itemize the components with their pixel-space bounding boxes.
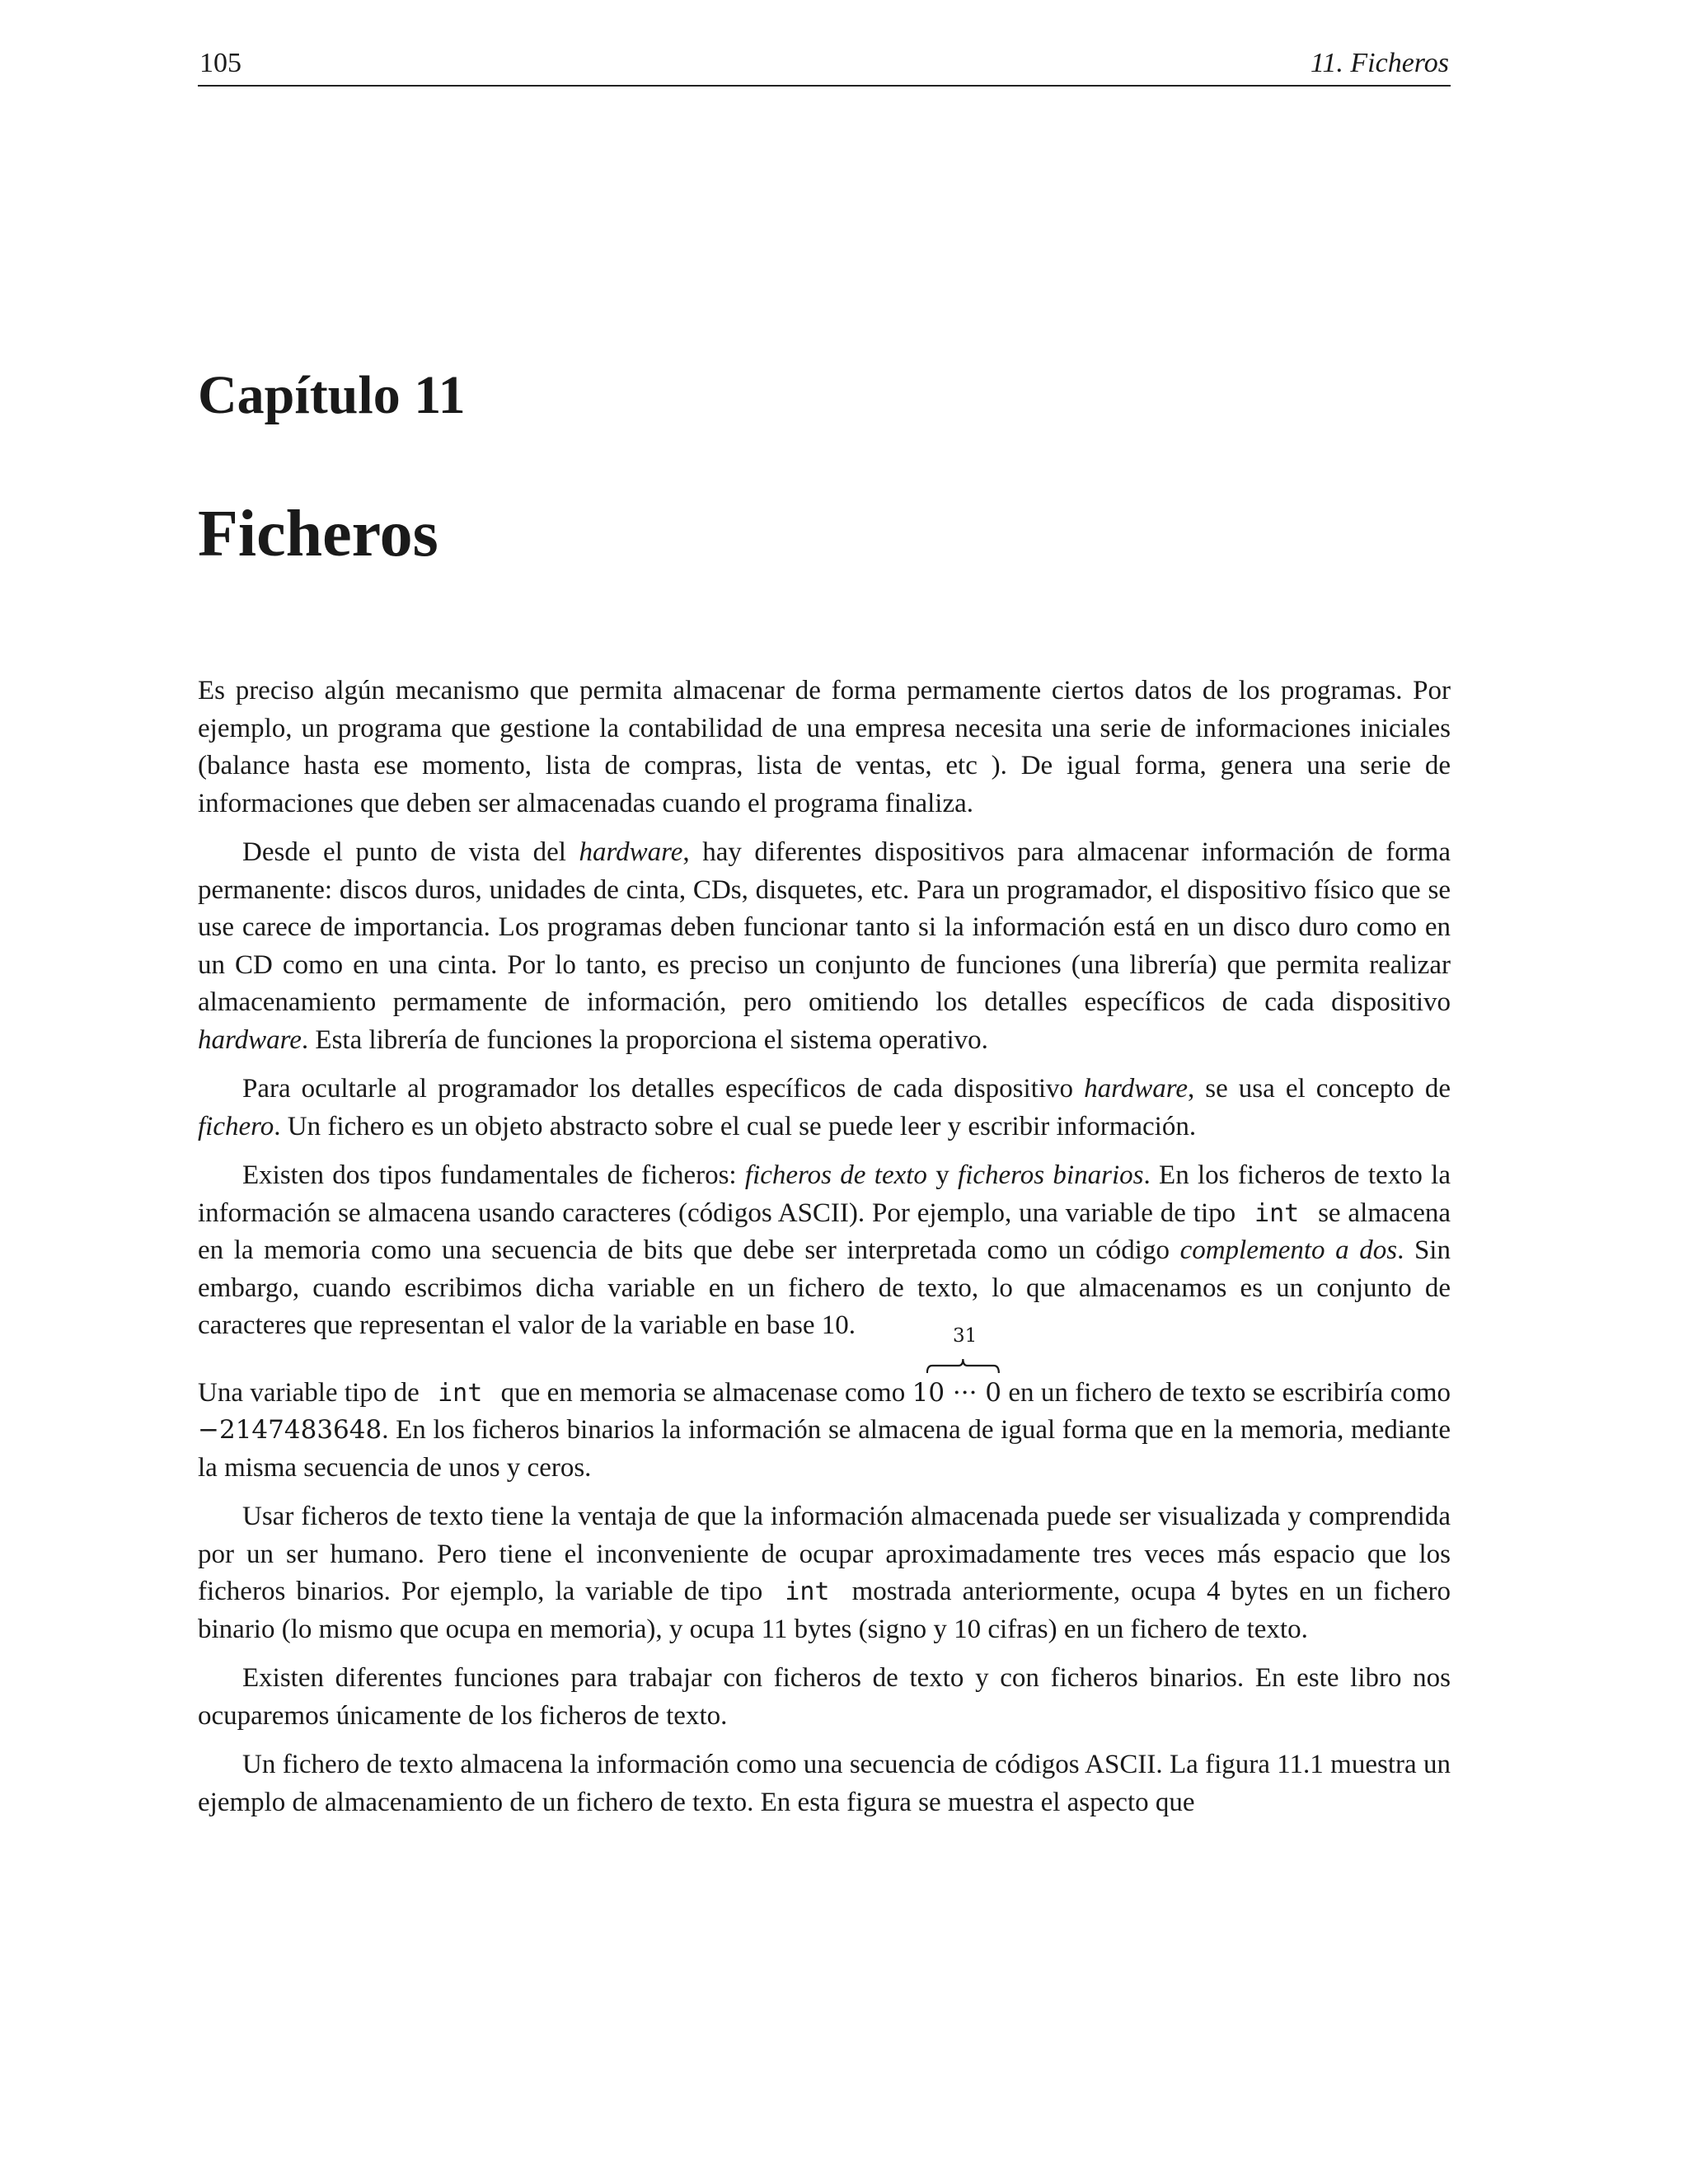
paragraph-4: [198, 1157, 1451, 1345]
math-spacer: [198, 1357, 1451, 1375]
code-int: int: [785, 1577, 830, 1606]
chapter-title: Ficheros: [198, 498, 438, 570]
text-span: Una variable tipo de: [198, 1377, 427, 1408]
paragraph-7: Existen diferentes funciones para trabajar con ficheros de texto y con ficheros binarios. En este libro nos ocuparemos únicamente de los ficheros de texto.: [198, 1663, 1451, 1731]
text-span: , se usa el concepto de: [1187, 1074, 1451, 1104]
code-int: int: [1254, 1198, 1300, 1228]
emphasis-fichero: fichero: [198, 1111, 274, 1141]
paragraph-1: Es preciso algún mecanismo que permita almacenar de forma permamente ciertos datos de los programas. Por ejemplo, un programa que gestione la contabilidad de una empresa necesita una serie de informaciones iniciales (balance hasta ese momento, lista de compras, lista de ventas, etc ). De igual forma, genera una serie de informaciones que deben ser almacenadas cuando el programa finaliza.: [198, 676, 1451, 818]
emphasis-ficheros-de-texto: ficheros de texto: [744, 1160, 927, 1190]
chapter-number-heading: Capítulo 11: [198, 365, 466, 425]
text-span: . Un fichero es un objeto abstracto sobre el cual se puede leer y escribir información.: [274, 1111, 1197, 1141]
body-text: [198, 673, 1451, 1833]
text-span: Usar ficheros de texto tiene la ventaja de que la información almacenada puede ser visualizada y comprendida por un ser humano. Pero tiene el inconveniente de ocupar aproximadamente tres veces más espacio que los ficheros binarios. Por ejemplo, la variable de tipo: [198, 1502, 1451, 1606]
paragraph-6: [198, 1498, 1451, 1648]
paragraph-3: [198, 1071, 1451, 1146]
math-negative-value: −2147483648: [198, 1415, 382, 1445]
paragraph-2: [198, 834, 1451, 1059]
running-header: [198, 45, 1451, 87]
running-chapter-title: 11. Ficheros: [1310, 48, 1449, 78]
text-span: . En los ficheros de texto la información se almacena usando caracteres (códigos ASCII). Por ejemplo, una variable de tipo: [198, 1160, 1451, 1228]
text-span: . Esta librería de funciones la proporciona el sistema operativo.: [301, 1024, 988, 1055]
code-int: int: [438, 1378, 483, 1408]
overbrace-icon: [926, 1357, 1000, 1375]
text-span: . En los ficheros binarios la información se almacena de igual forma que en la memoria, mediante la misma secuencia de unos y ceros.: [198, 1415, 1451, 1483]
text-span: . Sin embargo, cuando escribimos dicha variable en un fichero de texto, lo que almacenamos es un conjunto de caracteres que representan el valor de la variable en base 10.: [198, 1235, 1451, 1340]
text-span: se almacena en la memoria como una secuencia de bits que debe ser interpretada como un código: [198, 1197, 1451, 1265]
emphasis-complemento-a-dos: complemento a dos: [1179, 1235, 1398, 1265]
emphasis-ficheros-binarios: ficheros binarios: [958, 1160, 1144, 1190]
text-span: , hay diferentes dispositivos para almacenar información de forma permanente: discos duros, unidades de cinta, CDs, disquetes, etc. Para un programador, el dispositivo físico que se use carece de importancia. Los programas deben funcionar tanto si la información está en un disco duro como en un CD como en una cinta. Por lo tanto, es preciso un conjunto de funciones (una librería) que permita realizar almacenamiento permamente de información, pero omitiendo los detalles específicos de cada dispositivo: [198, 837, 1451, 1017]
math-braced-zeros: 0 ··· 0: [928, 1377, 1002, 1408]
text-span: que en memoria se almacenase como: [494, 1377, 912, 1408]
text-span: Para ocultarle al programador los detalles específicos de cada dispositivo: [242, 1074, 1085, 1104]
overbrace-count-label: 31: [953, 1324, 978, 1347]
text-span: y: [926, 1160, 959, 1190]
paragraph-8: Un fichero de texto almacena la información como una secuencia de códigos ASCII. La figura 11.1 muestra un ejemplo de almacenamiento de un fichero de texto. En esta figura se muestra el aspecto que: [198, 1750, 1451, 1817]
page-number: 105: [199, 48, 241, 78]
text-span: Existen dos tipos fundamentales de ficheros:: [242, 1160, 745, 1190]
text-span: Desde el punto de vista del: [242, 837, 579, 867]
paragraph-5: [198, 1324, 1451, 1488]
text-span: mostrada anteriormente, ocupa 4 bytes en un fichero binario (lo mismo que ocupa en memoria), y ocupa 11 bytes (signo y 10 cifras) en un fichero de texto.: [198, 1577, 1451, 1644]
emphasis-hardware: hardware: [1084, 1074, 1188, 1104]
text-span: en un fichero de texto se escribiría como: [1001, 1377, 1451, 1408]
emphasis-hardware: hardware: [579, 837, 683, 867]
binary-expression: [912, 1324, 1002, 1408]
overbrace-group: [928, 1324, 1002, 1413]
math-leading-one: 1: [912, 1377, 929, 1408]
emphasis-hardware: hardware: [198, 1024, 302, 1055]
